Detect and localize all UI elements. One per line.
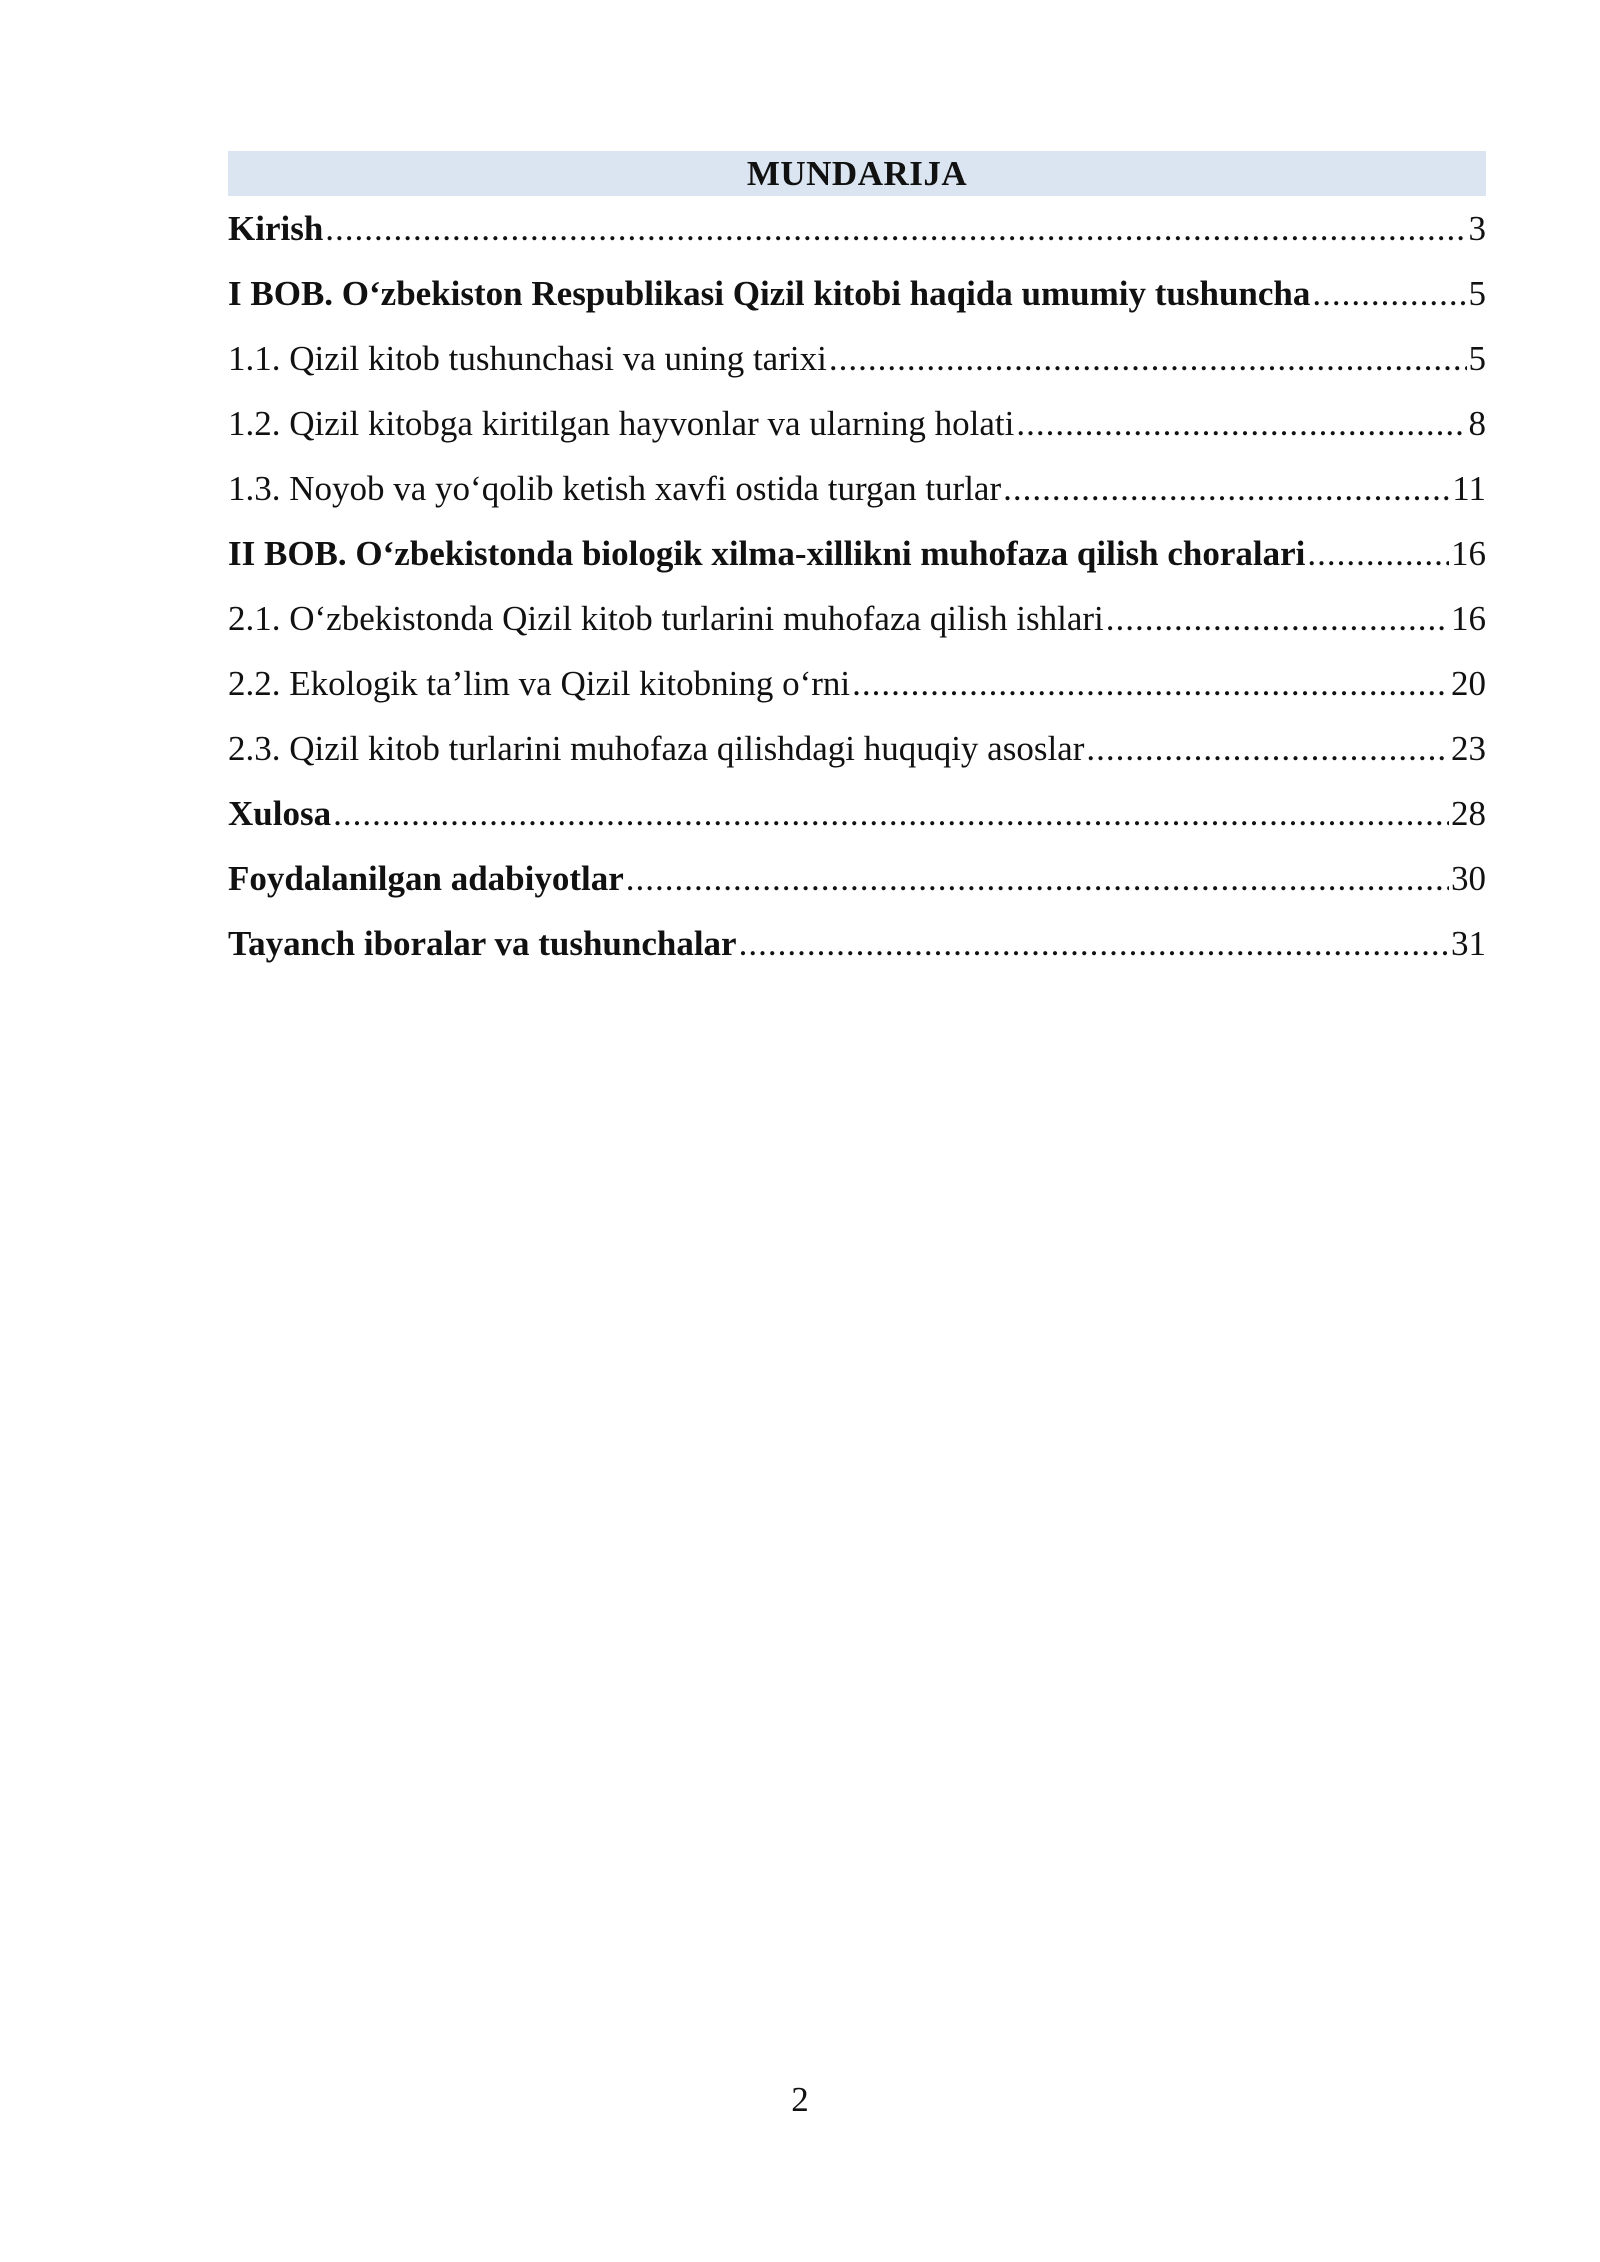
- toc-dot-leader: [739, 911, 1449, 976]
- toc-entry-label: 1.3. Noyob va yo‘qolib ketish xavfi ostida turgan turlar: [228, 469, 1002, 508]
- toc-entry-label: 2.1. O‘zbekistonda Qizil kitob turlarini muhofaza qilish ishlari: [228, 599, 1104, 638]
- page-number: 2: [791, 2080, 809, 2119]
- toc-entry-label: 2.2. Ekologik ta’lim va Qizil kitobning o‘rni: [228, 664, 851, 703]
- toc-entry-page: 3: [1468, 209, 1486, 248]
- toc-dot-leader: [829, 326, 1467, 391]
- toc-entry[interactable]: [228, 196, 1486, 261]
- toc-dot-leader: [1312, 261, 1466, 326]
- toc-entry-page: 5: [1468, 339, 1486, 378]
- toc-entry[interactable]: [228, 586, 1486, 651]
- toc-heading: MUNDARIJA: [228, 151, 1486, 196]
- toc-entry-page: 8: [1468, 404, 1486, 443]
- toc-entry-label: Xulosa: [228, 794, 332, 833]
- toc-entry-label: Tayanch iboralar va tushunchalar: [228, 924, 737, 963]
- toc-entry[interactable]: [228, 391, 1486, 456]
- toc-entry[interactable]: [228, 261, 1486, 326]
- toc-entry-page: 16: [1451, 534, 1486, 573]
- toc-entry-label: II BOB. O‘zbekistonda biologik xilma-xillikni muhofaza qilish choralari: [228, 534, 1306, 573]
- toc-entry-page: 20: [1451, 664, 1486, 703]
- toc-dot-leader: [325, 196, 1466, 261]
- toc-entry-label: 1.2. Qizil kitobga kiritilgan hayvonlar va ularning holati: [228, 404, 1015, 443]
- toc-dot-leader: [1106, 586, 1449, 651]
- toc-dot-leader: [1016, 391, 1466, 456]
- toc-entry[interactable]: [228, 326, 1486, 391]
- toc-entry-label: 1.1. Qizil kitob tushunchasi va uning tarixi: [228, 339, 827, 378]
- toc-entry-label: Kirish: [228, 209, 324, 248]
- toc-dot-leader: [1307, 521, 1449, 586]
- toc-entry[interactable]: [228, 716, 1486, 781]
- toc-entry[interactable]: [228, 911, 1486, 976]
- toc-entry-page: 16: [1451, 599, 1486, 638]
- toc-dot-leader: [852, 651, 1449, 716]
- toc-entry-page: 28: [1451, 794, 1486, 833]
- toc-entry-page: 23: [1451, 729, 1486, 768]
- toc-dot-leader: [1003, 456, 1450, 521]
- toc-entry[interactable]: [228, 846, 1486, 911]
- toc-entry[interactable]: [228, 456, 1486, 521]
- toc-entry-page: 30: [1451, 859, 1486, 898]
- toc-entry[interactable]: [228, 521, 1486, 586]
- toc-entry-page: 5: [1468, 274, 1486, 313]
- toc-dot-leader: [333, 781, 1449, 846]
- toc-entry[interactable]: [228, 781, 1486, 846]
- toc-dot-leader: [1086, 716, 1449, 781]
- table-of-contents: [228, 151, 1486, 976]
- toc-entry-label: 2.3. Qizil kitob turlarini muhofaza qilishdagi huquqiy asoslar: [228, 729, 1085, 768]
- toc-entry[interactable]: [228, 651, 1486, 716]
- toc-entry-label: Foydalanilgan adabiyotlar: [228, 859, 624, 898]
- toc-list: [228, 196, 1486, 976]
- toc-entry-label: I BOB. O‘zbekiston Respublikasi Qizil kitobi haqida umumiy tushuncha: [228, 274, 1311, 313]
- toc-entry-page: 31: [1451, 924, 1486, 963]
- toc-dot-leader: [626, 846, 1449, 911]
- toc-entry-page: 11: [1452, 469, 1486, 508]
